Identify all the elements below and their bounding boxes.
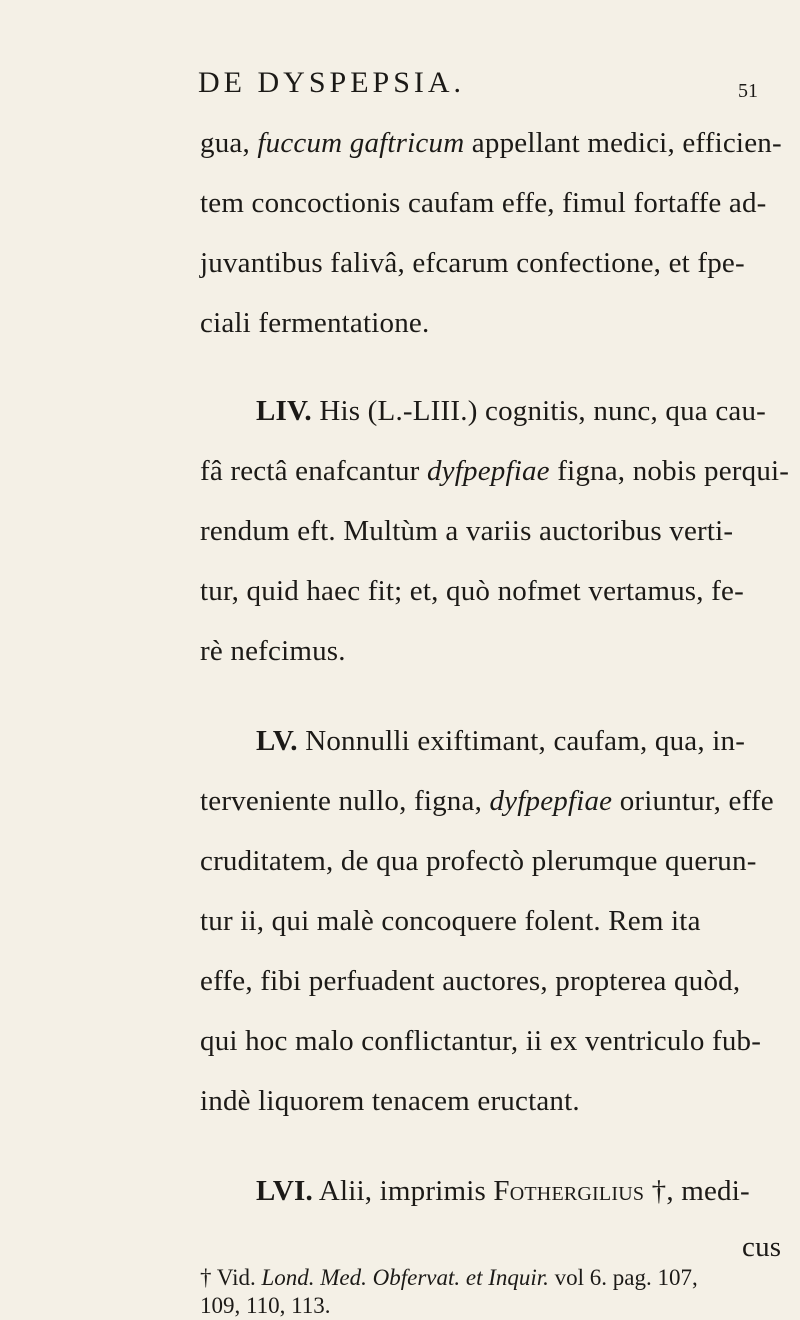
text-line: gua, fuccum gaftricum appellant medici, efficien- <box>200 127 782 159</box>
footnote-continuation: 109, 110, 113. <box>200 1293 331 1318</box>
text-line: juvantibus falivâ, efcarum confectione, et fpe- <box>200 247 745 279</box>
text-line: fâ rectâ enafcantur dyfpepfiae figna, nobis perqui- <box>200 455 790 487</box>
text-line: cruditatem, de qua profectò plerumque querun- <box>200 845 757 877</box>
catchword: cus <box>742 1231 782 1263</box>
section-number: LVI. <box>256 1175 313 1207</box>
text-line: tur, quid haec fit; et, quò nofmet vertamus, fe- <box>200 575 744 607</box>
text-line: qui hoc malo conflictantur, ii ex ventriculo fub- <box>200 1025 762 1057</box>
text-line: indè liquorem tenacem eructant. <box>200 1085 580 1117</box>
text-line: tem concoctionis caufam effe, fimul fortaffe ad- <box>200 187 767 219</box>
text-line: terveniente nullo, figna, dyfpepfiae oriuntur, effe <box>200 785 774 817</box>
author-name: Fothergilius <box>493 1175 645 1207</box>
section-heading-line: LVI. Alii, imprimis Fothergilius †, medi- <box>256 1175 750 1207</box>
footnote: † Vid. Lond. Med. Obfervat. et Inquir. vol 6. pag. 107, <box>200 1265 698 1290</box>
page-number: 51 <box>738 80 758 102</box>
text-line: effe, fibi perfuadent auctores, propterea quòd, <box>200 965 741 997</box>
section-heading-line: LV. Nonnulli exiftimant, caufam, qua, in- <box>256 725 746 757</box>
section-number: LV. <box>256 725 298 757</box>
text-line: rè nefcimus. <box>200 635 346 667</box>
section-heading-line: LIV. His (L.-LIII.) cognitis, nunc, qua cau- <box>256 395 767 427</box>
text-line: tur ii, qui malè concoquere folent. Rem ita <box>200 905 701 937</box>
running-header: DE DYSPEPSIA. <box>198 66 466 99</box>
section-number: LIV. <box>256 395 312 427</box>
text-line: rendum eft. Multùm a variis auctoribus verti- <box>200 515 734 547</box>
text-line: ciali fermentatione. <box>200 307 430 339</box>
